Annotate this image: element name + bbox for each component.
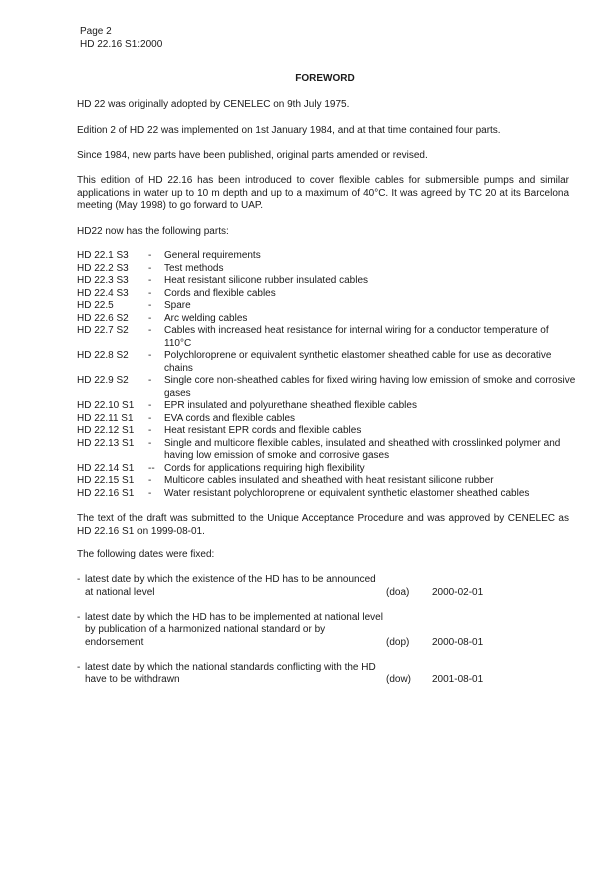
- part-dash: -: [148, 325, 152, 336]
- part-dash: -: [148, 412, 152, 424]
- part-row: [77, 463, 577, 476]
- part-code: HD 22.8 S2: [77, 350, 129, 361]
- part-row: [77, 413, 577, 426]
- part-row: [77, 288, 577, 301]
- part-row: [77, 488, 577, 501]
- part-dash: -: [148, 400, 152, 411]
- part-description: Single and multicore flexible cables, insulated and sheathed with crosslinked polymer and having low emission of smoke and corrosive gases: [164, 437, 561, 461]
- date-item: [77, 574, 577, 599]
- part-row: [77, 438, 577, 463]
- part-row: [77, 313, 577, 326]
- approval-paragraph: The text of the draft was submitted to the Unique Acceptance Procedure and was approved by CENELEC as HD 22.16 S1 on 1999-08-01.: [77, 513, 569, 537]
- part-code: HD 22.4 S3: [77, 287, 129, 299]
- bullet: -: [77, 661, 81, 673]
- part-code: HD 22.7 S2: [77, 325, 129, 336]
- date-abbreviation: (dop): [386, 636, 410, 648]
- part-description: Polychloroprene or equivalent synthetic elastomer sheathed cable for use as decorative chains: [164, 350, 552, 374]
- part-description: Cords for applications requiring high flexibility: [164, 462, 365, 474]
- part-row: [77, 325, 577, 350]
- date-item: [77, 662, 577, 687]
- part-description: Heat resistant EPR cords and flexible cables: [164, 425, 362, 436]
- bullet: -: [77, 611, 81, 623]
- part-dash: -: [148, 350, 152, 361]
- paragraph: Since 1984, new parts have been published, original parts amended or revised.: [77, 150, 428, 161]
- page-number: Page 2: [80, 26, 112, 37]
- part-dash: -: [148, 475, 152, 486]
- paragraph: Edition 2 of HD 22 was implemented on 1st January 1984, and at that time contained four parts.: [77, 125, 501, 136]
- part-code: HD 22.2 S3: [77, 262, 129, 274]
- part-dash: -: [148, 300, 152, 311]
- date-description: latest date by which the existence of the HD has to be announced at national level: [85, 574, 376, 598]
- part-code: HD 22.1 S3: [77, 250, 129, 261]
- part-row: [77, 350, 577, 375]
- date-description: latest date by which the national standards conflicting with the HD have to be withdrawn: [85, 661, 376, 685]
- paragraph: HD 22 was originally adopted by CENELEC on 9th July 1975.: [77, 99, 350, 110]
- part-dash: -: [148, 437, 152, 449]
- part-code: HD 22.11 S1: [77, 412, 134, 424]
- date-value: 2001-08-01: [432, 674, 484, 685]
- date-value: 2000-02-01: [432, 586, 484, 598]
- part-dash: -: [148, 262, 152, 274]
- part-description: EPR insulated and polyurethane sheathed flexible cables: [164, 400, 417, 411]
- part-code: HD 22.16 S1: [77, 487, 135, 499]
- page-header: [80, 26, 162, 51]
- date-item: [77, 612, 577, 650]
- part-code: HD 22.3 S3: [77, 275, 129, 286]
- part-dash: -: [148, 425, 152, 436]
- paragraph: This edition of HD 22.16 has been introduced to cover flexible cables for submersible pumps and similar applications in water up to 10 m depth and up to a maximum of 40°C. It was agreed by TC 20 at its Barcelona meeting (May 1998) to go forward to UAP.: [77, 175, 569, 211]
- part-description: Test methods: [164, 262, 224, 274]
- parts-list: [77, 250, 577, 500]
- part-code: HD 22.13 S1: [77, 437, 135, 449]
- part-row: [77, 250, 577, 263]
- paragraph: HD22 now has the following parts:: [77, 226, 229, 237]
- dates-intro: The following dates were fixed:: [77, 549, 215, 560]
- part-code: HD 22.10 S1: [77, 400, 135, 411]
- part-dash: -: [148, 287, 152, 299]
- date-value: 2000-08-01: [432, 636, 484, 648]
- part-code: HD 22.9 S2: [77, 375, 129, 386]
- part-description: General requirements: [164, 250, 261, 261]
- part-description: Heat resistant silicone rubber insulated cables: [164, 275, 368, 286]
- part-code: HD 22.5: [77, 300, 114, 311]
- part-code: HD 22.15 S1: [77, 475, 135, 486]
- date-abbreviation: (dow): [386, 674, 412, 685]
- part-dash: -: [148, 312, 152, 324]
- part-row: [77, 300, 577, 313]
- dates-list: [77, 574, 577, 699]
- document-id: HD 22.16 S1:2000: [80, 38, 163, 50]
- part-description: Cables with increased heat resistance for internal wiring for a conductor temperature of 110°C: [164, 325, 549, 349]
- part-dash: --: [148, 462, 155, 474]
- part-description: Single core non-sheathed cables for fixed wiring having low emission of smoke and corrosive gases: [164, 375, 576, 399]
- part-description: Arc welding cables: [164, 312, 248, 324]
- section-title: FOREWORD: [295, 73, 355, 84]
- part-description: Water resistant polychloroprene or equivalent synthetic elastomer sheathed cables: [164, 487, 530, 499]
- part-code: HD 22.6 S2: [77, 312, 129, 324]
- part-row: [77, 263, 577, 276]
- part-row: [77, 275, 577, 288]
- part-dash: -: [148, 487, 152, 499]
- date-abbreviation: (doa): [386, 586, 410, 598]
- part-dash: -: [148, 275, 152, 286]
- bullet: -: [77, 574, 81, 585]
- part-row: [77, 425, 577, 438]
- part-code: HD 22.12 S1: [77, 425, 135, 436]
- part-description: Cords and flexible cables: [164, 287, 276, 299]
- part-row: [77, 375, 577, 400]
- part-description: EVA cords and flexible cables: [164, 412, 296, 424]
- part-dash: -: [148, 250, 152, 261]
- part-code: HD 22.14 S1: [77, 462, 135, 474]
- date-description: latest date by which the HD has to be implemented at national level by publication of a harmonized national standard or by endorsement: [85, 611, 383, 648]
- part-description: Multicore cables insulated and sheathed with heat resistant silicone rubber: [164, 475, 494, 486]
- part-row: [77, 475, 577, 488]
- part-dash: -: [148, 375, 152, 386]
- part-row: [77, 400, 577, 413]
- part-description: Spare: [164, 300, 191, 311]
